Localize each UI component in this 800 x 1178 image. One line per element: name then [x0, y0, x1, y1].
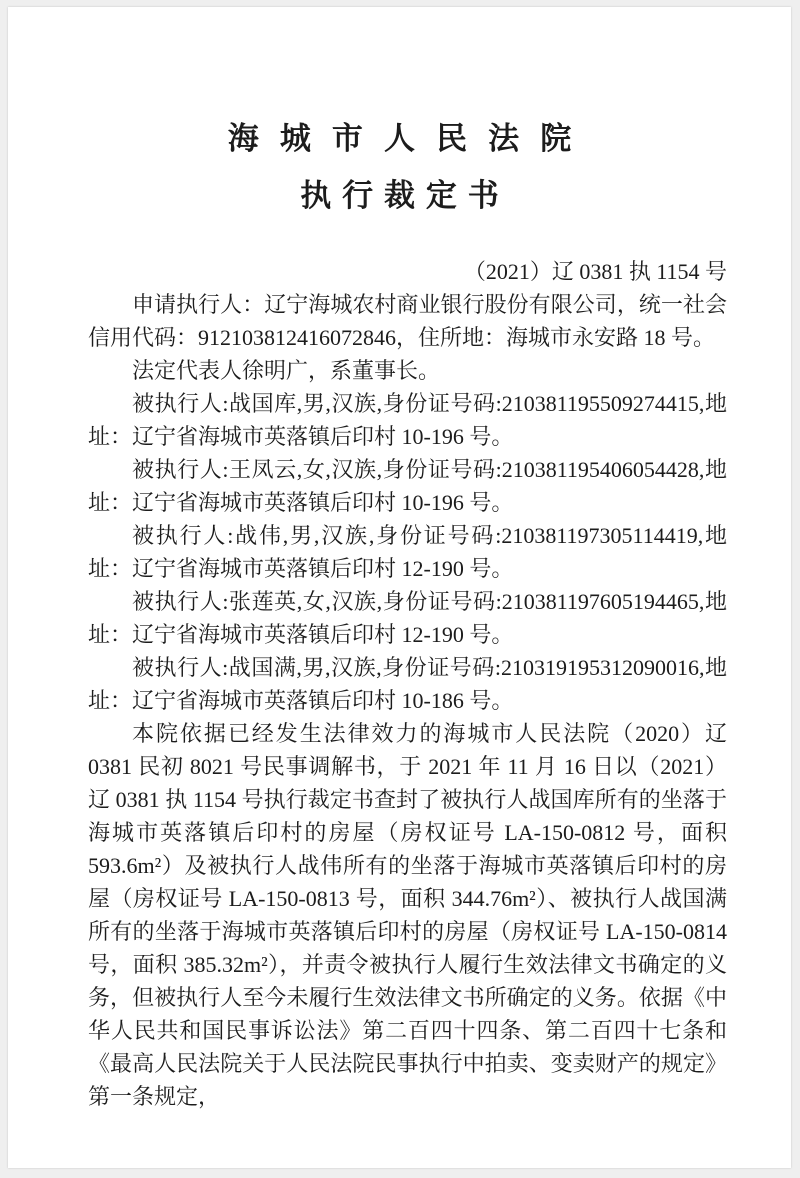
paragraph-debtor-4: 被执行人:张莲英,女,汉族,身份证号码:210381197605194465,地址：辽宁省海城市英落镇后印村 12-190 号。 — [88, 589, 727, 647]
case-number: （2021）辽 0381 执 1154 号 — [463, 259, 727, 284]
paragraph-debtor-2: 被执行人:王凤云,女,汉族,身份证号码:210381195406054428,地址：辽宁省海城市英落镇后印村 10-196 号。 — [88, 457, 727, 515]
document-body — [88, 288, 727, 1113]
paragraph-debtor-3: 被执行人:战伟,男,汉族,身份证号码:210381197305114419,地址：辽宁省海城市英落镇后印村 12-190 号。 — [88, 523, 727, 581]
paragraph-ruling-basis: 本院依据已经发生法律效力的海城市人民法院（2020）辽 0381 民初 8021 号民事调解书，于 2021 年 11 月 16 日以（2021）辽 0381 执 1154 号执行裁定书查封了被执行人战国库所有的坐落于海城市英落镇后印村的房屋（房权证号 LA-150-0812 号，面积 593.6m²）及被执行人战伟所有的坐落于海城市英落镇后印村的房屋（房权证号 LA-150-0813 号，面积 344.76m²）、被执行人战国满所有的坐落于海城市英落镇后印村的房屋（房权证号 LA-150-0814 号，面积 385.32m²），并责令被执行人履行生效法律文书确定的义务，但被执行人至今未履行生效法律文书所确定的义务。依据《中华人民共和国民事诉讼法》第二百四十四条、第二百四十七条和《最高人民法院关于人民法院民事执行中拍卖、变卖财产的规定》第一条规定， — [88, 721, 727, 1109]
paragraph-debtor-1: 被执行人:战国库,男,汉族,身份证号码:210381195509274415,地址：辽宁省海城市英落镇后印村 10-196 号。 — [88, 391, 727, 449]
document-type-heading: 执行裁定书 — [300, 178, 510, 213]
paragraph-debtor-5: 被执行人:战国满,男,汉族,身份证号码:210319195312090016,地址：辽宁省海城市英落镇后印村 10-186 号。 — [88, 655, 727, 713]
court-name-heading: 海城市人民法院 — [227, 121, 593, 156]
paragraph-applicant: 申请执行人：辽宁海城农村商业银行股份有限公司，统一社会信用代码：912103812416072846，住所地：海城市永安路 18 号。 — [88, 292, 727, 350]
paragraph-legal-representative: 法定代表人徐明广，系董事长。 — [132, 358, 441, 383]
document-page — [8, 7, 791, 1168]
